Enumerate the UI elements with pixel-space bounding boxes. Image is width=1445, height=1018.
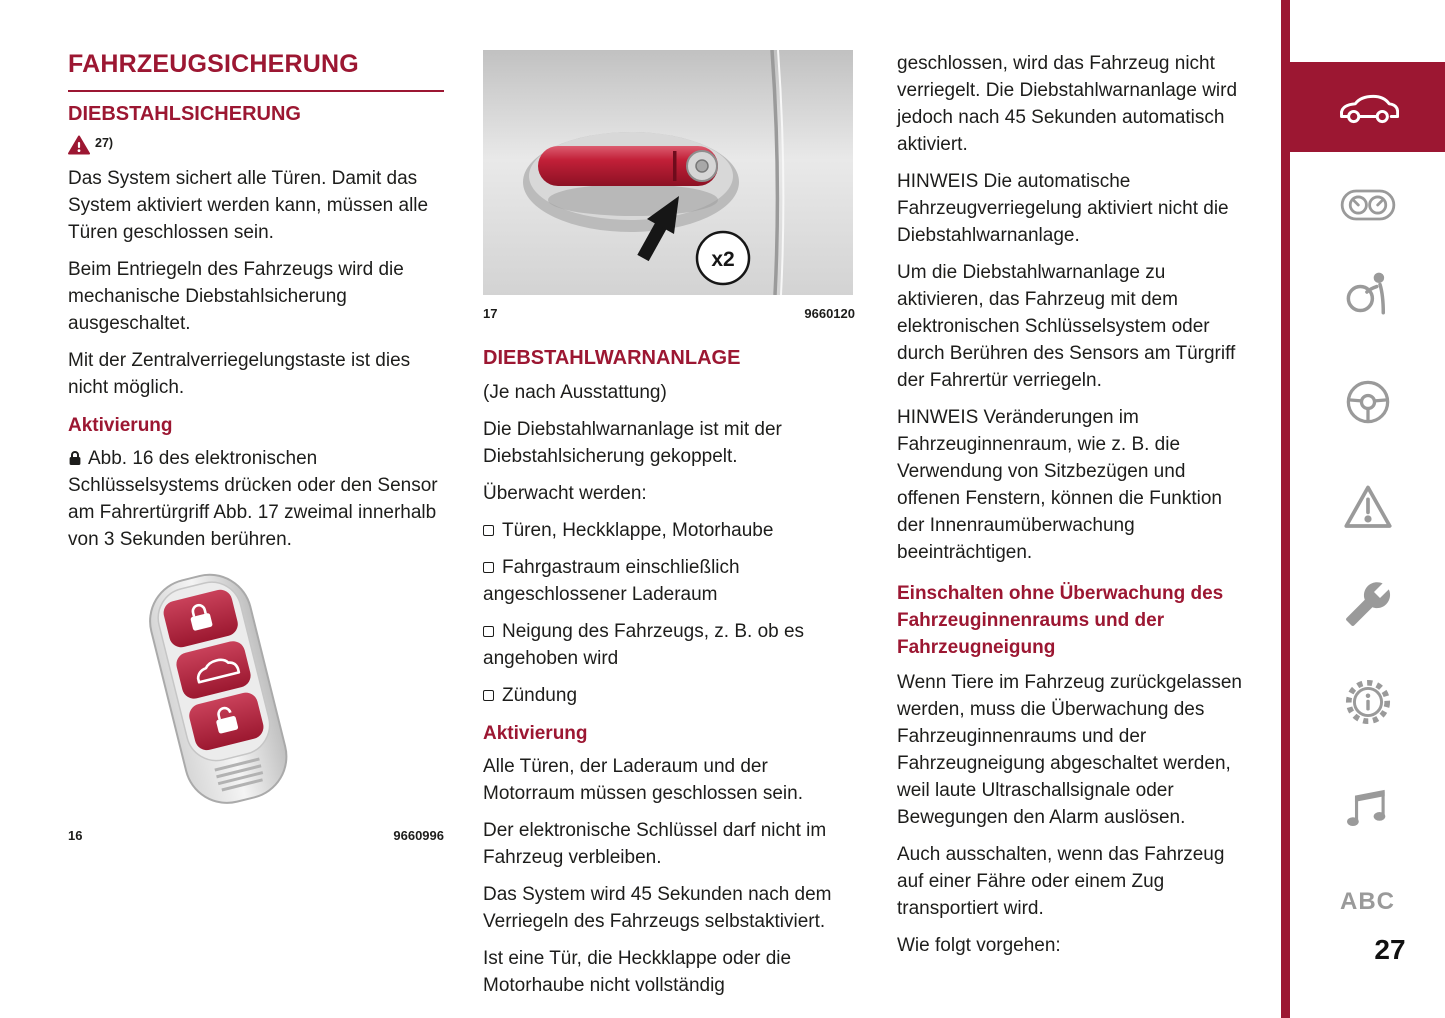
page-number: 27 — [1374, 934, 1406, 965]
paragraph: geschlossen, wird das Fahrzeug nicht verriegelt. Die Diebstahlwarnanlage wird jedoch nach 45 Sekunden automatisch aktiviert. — [897, 53, 1238, 155]
music-note-icon — [1343, 782, 1393, 830]
figure-number: 16 — [68, 828, 83, 843]
paragraph: Um die Diebstahlwarnanlage zu aktivieren, das Fahrzeug mit dem elektronischen Schlüsselsystem oder durch Berühren des Sensors am Türgriff der Fahrertür verriegeln. — [897, 262, 1236, 391]
paragraph: Die Diebstahlwarnanlage ist mit der Diebstahlsicherung gekoppelt. — [483, 419, 782, 467]
subheading-einschalten: Einschalten ohne Überwachung des Fahrzeuginnenraums und der Fahrzeugneigung — [897, 583, 1224, 658]
paragraph-activation — [68, 445, 444, 553]
chapter-divider-stripe — [1281, 0, 1290, 1018]
warning-note-ref: 27) — [95, 136, 114, 150]
x2-badge — [697, 232, 749, 284]
figure-caption — [68, 828, 444, 843]
figure-key-fob — [68, 567, 444, 843]
sidebar-item-vehicle — [1290, 62, 1445, 152]
paragraph: Das System sichert alle Türen. Damit das System aktiviert werden kann, müssen alle Türen geschlossen sein. — [68, 168, 429, 243]
sidebar-item-dashboard — [1290, 188, 1445, 222]
section-heading-diebstahlwarnanlage: DIEBSTAHLWARNANLAGE — [483, 347, 741, 369]
x2-annotation: x2 — [711, 248, 735, 271]
paragraph: Der elektronische Schlüssel darf nicht im Fahrzeug verbleiben. — [483, 820, 827, 868]
column-left — [68, 50, 444, 843]
wrench-icon — [1344, 580, 1392, 628]
paragraph: Überwacht werden: — [483, 483, 647, 504]
square-bullet-icon — [483, 525, 494, 536]
paragraph: HINWEIS Die automatische Fahrzeugverriegelung aktiviert nicht die Diebstahlwarnanlage. — [897, 171, 1229, 246]
list-item-text: Fahrgastraum einschließlich angeschlossener Laderaum — [483, 557, 740, 605]
square-bullet-icon — [483, 562, 494, 573]
paragraph-text: Abb. 16 des elektronischen Schlüsselsystems drücken oder den Sensor am Fahrertürgriff Abb. 17 zweimal innerhalb von 3 Sekunden berühren. — [68, 448, 438, 550]
square-bullet-icon — [483, 690, 494, 701]
section-subtitle: (Je nach Ausstattung) — [483, 382, 667, 403]
sidebar-item-driving — [1290, 378, 1445, 426]
paragraph: Wenn Tiere im Fahrzeug zurückgelassen werden, muss die Überwachung des Fahrzeuginnenraums und der Fahrzeugneigung abgeschaltet werden, weil laute Ultraschallsignale oder Bewegungen den Alarm auslösen. — [897, 672, 1242, 828]
list-item-text: Neigung des Fahrzeugs, z. B. ob es angehoben wird — [483, 621, 805, 669]
page-title: FAHRZEUGSICHERUNG — [68, 50, 444, 92]
paragraph: Alle Türen, der Laderaum und der Motorraum müssen geschlossen sein. — [483, 756, 803, 804]
paragraph: Beim Entriegeln des Fahrzeugs wird die mechanische Diebstahlsicherung ausgeschaltet. — [68, 259, 404, 334]
square-bullet-icon — [483, 626, 494, 637]
list-item — [483, 682, 855, 709]
column-right — [897, 50, 1253, 969]
gear-info-icon — [1342, 676, 1394, 728]
sidebar-item-safety — [1290, 268, 1445, 316]
sidebar-item-emergency — [1290, 484, 1445, 530]
list-item — [483, 517, 855, 544]
figure-number: 17 — [483, 306, 498, 321]
abc-index-label: ABC — [1340, 888, 1395, 915]
paragraph: Ist eine Tür, die Heckklappe oder die Motorhaube nicht vollständig — [483, 948, 792, 996]
list-item — [483, 618, 855, 672]
list-item — [483, 554, 855, 608]
list-item-text: Türen, Heckklappe, Motorhaube — [502, 520, 774, 541]
figure-code: 9660996 — [393, 828, 444, 843]
figure-code: 9660120 — [804, 306, 855, 321]
figure-door-handle — [483, 50, 855, 321]
section-heading-diebstahlsicherung: DIEBSTAHLSICHERUNG — [68, 103, 301, 125]
paragraph: Mit der Zentralverriegelungstaste ist dies nicht möglich. — [68, 350, 411, 398]
airbag-icon — [1344, 268, 1392, 316]
paragraph: HINWEIS Veränderungen im Fahrzeuginnenraum, wie z. B. die Verwendung von Sitzbezügen und offenen Fenstern, können die Funktion der Innenraumüberwachung beeinträchtigen. — [897, 407, 1222, 563]
warning-triangle-icon — [68, 135, 90, 155]
subheading-aktivierung: Aktivierung — [68, 415, 173, 436]
paragraph: Wie folgt vorgehen: — [897, 935, 1061, 956]
sidebar-item-index — [1290, 888, 1445, 916]
list-item-text: Zündung — [502, 685, 578, 706]
figure-caption — [483, 306, 855, 321]
dashboard-icon — [1340, 188, 1396, 222]
car-icon — [1337, 89, 1399, 125]
column-middle — [483, 50, 855, 1009]
key-fob-illustration — [68, 567, 368, 817]
warning-note — [68, 135, 444, 155]
sidebar-item-multimedia — [1290, 782, 1445, 830]
paragraph: Auch ausschalten, wenn das Fahrzeug auf einer Fähre oder einem Zug transportiert wird. — [897, 844, 1225, 919]
sidebar-item-technical-data — [1290, 676, 1445, 728]
warning-triangle-gray-icon — [1343, 484, 1393, 530]
sidebar-item-maintenance — [1290, 580, 1445, 628]
steering-wheel-icon — [1344, 378, 1392, 426]
subheading-aktivierung: Aktivierung — [483, 723, 588, 744]
lock-icon — [68, 450, 82, 466]
paragraph: Das System wird 45 Sekunden nach dem Verriegeln des Fahrzeugs selbstaktiviert. — [483, 884, 832, 932]
door-handle-illustration — [483, 50, 853, 295]
